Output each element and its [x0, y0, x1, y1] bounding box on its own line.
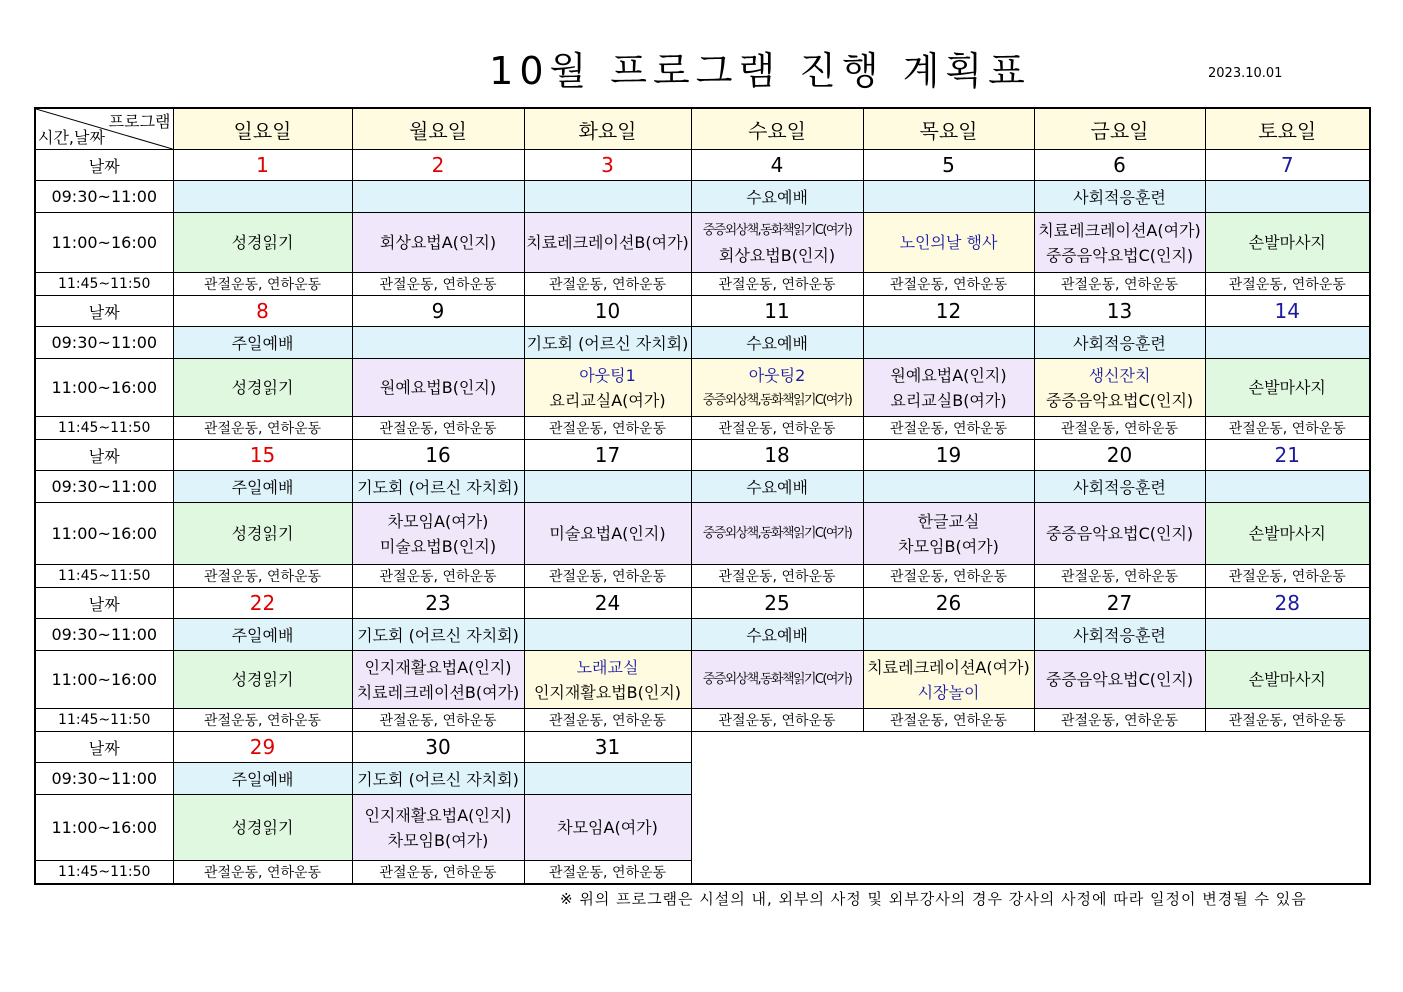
- morning-activity-cell: [863, 619, 1034, 651]
- row-label-afternoon: 11:00~16:00: [35, 651, 173, 709]
- weekday-mon: 월요일: [352, 108, 524, 150]
- morning-activity-cell: 사회적응훈련: [1034, 327, 1205, 359]
- morning-activity-cell: 수요예배: [691, 619, 863, 651]
- date-row: [35, 150, 1370, 181]
- row-label-date: 날짜: [35, 732, 173, 763]
- activity-line: 성경읽기: [231, 818, 294, 837]
- row-label-afternoon: 11:00~16:00: [35, 359, 173, 417]
- date-cell: 8: [173, 296, 352, 327]
- date-cell: 20: [1034, 440, 1205, 471]
- date-row: [35, 588, 1370, 619]
- activity-line: 손발마사지: [1248, 378, 1326, 397]
- weekday-sat: 토요일: [1205, 108, 1370, 150]
- date-cell: 6: [1034, 150, 1205, 181]
- morning-activity-cell: [524, 619, 691, 651]
- exercise-cell: 관절운동, 연하운동: [691, 709, 863, 732]
- date-row: [35, 732, 1370, 763]
- activity-line: 중증음악요법C(인지): [1045, 245, 1194, 265]
- afternoon-activity-cell: [173, 795, 352, 861]
- morning-row: [35, 327, 1370, 359]
- activity-line: 중증외상책,동화책읽기C(여가): [702, 526, 852, 541]
- exercise-cell: 관절운동, 연하운동: [691, 273, 863, 296]
- morning-activity-cell: [863, 181, 1034, 213]
- date-cell: 7: [1205, 150, 1370, 181]
- date-cell: 30: [352, 732, 524, 763]
- exercise-cell: 관절운동, 연하운동: [524, 861, 691, 885]
- afternoon-activity-cell: [173, 651, 352, 709]
- row-label-date: 날짜: [35, 150, 173, 181]
- date-row: [35, 440, 1370, 471]
- afternoon-row: [35, 651, 1370, 709]
- activity-line: 손발마사지: [1248, 233, 1326, 252]
- afternoon-activity-cell: [1034, 359, 1205, 417]
- date-cell: 12: [863, 296, 1034, 327]
- date-cell: 31: [524, 732, 691, 763]
- activity-line: 원예요법B(인지): [379, 378, 497, 397]
- row-label-date: 날짜: [35, 440, 173, 471]
- activity-line: 성경읽기: [231, 524, 294, 543]
- morning-activity-cell: [524, 471, 691, 503]
- morning-activity-cell: 기도회 (어르신 자치회): [352, 619, 524, 651]
- morning-activity-cell: 사회적응훈련: [1034, 619, 1205, 651]
- exercise-cell: 관절운동, 연하운동: [1034, 417, 1205, 440]
- morning-row: [35, 181, 1370, 213]
- date-cell: 10: [524, 296, 691, 327]
- activity-line: 중증외상책,동화책읽기C(여가): [702, 672, 852, 687]
- exercise-cell: 관절운동, 연하운동: [524, 273, 691, 296]
- weekday-fri: 금요일: [1034, 108, 1205, 150]
- date-cell: 26: [863, 588, 1034, 619]
- date-cell: 27: [1034, 588, 1205, 619]
- activity-line: 치료레크레이션A(여가): [1038, 220, 1201, 240]
- afternoon-activity-cell: [691, 213, 863, 273]
- exercise-cell: 관절운동, 연하운동: [352, 273, 524, 296]
- activity-line: 회상요법B(인지): [718, 245, 836, 265]
- weekday-tue: 화요일: [524, 108, 691, 150]
- exercise-cell: 관절운동, 연하운동: [352, 417, 524, 440]
- date-cell: 18: [691, 440, 863, 471]
- afternoon-activity-cell: [1205, 651, 1370, 709]
- exercise-cell: 관절운동, 연하운동: [352, 709, 524, 732]
- activity-line: 시장놀이: [917, 682, 980, 702]
- afternoon-activity-cell: [1205, 359, 1370, 417]
- exercise-cell: 관절운동, 연하운동: [173, 417, 352, 440]
- exercise-cell: 관절운동, 연하운동: [524, 709, 691, 732]
- activity-line: 차모임A(여가): [387, 511, 489, 531]
- exercise-cell: 관절운동, 연하운동: [1205, 273, 1370, 296]
- afternoon-activity-cell: [1034, 651, 1205, 709]
- row-label-exercise: 11:45~11:50: [35, 861, 173, 885]
- activity-line: 차모임B(여가): [898, 536, 999, 556]
- morning-activity-cell: 주일예배: [173, 763, 352, 795]
- weekday-sun: 일요일: [173, 108, 352, 150]
- morning-activity-cell: [173, 181, 352, 213]
- afternoon-activity-cell: [1034, 213, 1205, 273]
- corner-time-label: 시간,날짜: [38, 128, 105, 147]
- afternoon-row: [35, 503, 1370, 565]
- weekday-wed: 수요일: [691, 108, 863, 150]
- exercise-cell: 관절운동, 연하운동: [173, 861, 352, 885]
- morning-activity-cell: 기도회 (어르신 자치회): [352, 471, 524, 503]
- exercise-cell: 관절운동, 연하운동: [1034, 273, 1205, 296]
- exercise-row: [35, 417, 1370, 440]
- activity-line: 요리교실A(여가): [549, 390, 666, 410]
- row-label-morning: 09:30~11:00: [35, 327, 173, 359]
- activity-line: 손발마사지: [1248, 524, 1326, 543]
- morning-row: [35, 471, 1370, 503]
- activity-line: 요리교실B(여가): [890, 390, 1007, 410]
- exercise-cell: 관절운동, 연하운동: [173, 709, 352, 732]
- afternoon-activity-cell: [352, 651, 524, 709]
- date-cell: 5: [863, 150, 1034, 181]
- activity-line: 중증음악요법C(인지): [1045, 670, 1194, 689]
- activity-line: 중증외상책,동화책읽기C(여가): [702, 222, 852, 238]
- date-cell: 19: [863, 440, 1034, 471]
- date-row: [35, 296, 1370, 327]
- date-cell: 2: [352, 150, 524, 181]
- row-label-date: 날짜: [35, 588, 173, 619]
- activity-line: 인지재활요법A(인지): [364, 657, 512, 677]
- morning-activity-cell: 기도회 (어르신 자치회): [352, 763, 524, 795]
- afternoon-activity-cell: [691, 503, 863, 565]
- afternoon-activity-cell: [524, 359, 691, 417]
- exercise-cell: 관절운동, 연하운동: [863, 565, 1034, 588]
- morning-activity-cell: [524, 181, 691, 213]
- activity-line: 차모임A(여가): [557, 818, 658, 837]
- afternoon-row: [35, 213, 1370, 273]
- afternoon-activity-cell: [1205, 503, 1370, 565]
- morning-activity-cell: [524, 763, 691, 795]
- morning-activity-cell: [863, 327, 1034, 359]
- date-cell: 4: [691, 150, 863, 181]
- activity-line: 중증음악요법C(인지): [1045, 390, 1194, 410]
- afternoon-row: [35, 359, 1370, 417]
- exercise-cell: 관절운동, 연하운동: [173, 273, 352, 296]
- activity-line: 노인의날 행사: [899, 233, 998, 252]
- afternoon-activity-cell: [352, 359, 524, 417]
- exercise-cell: 관절운동, 연하운동: [691, 417, 863, 440]
- date-cell: 15: [173, 440, 352, 471]
- exercise-cell: 관절운동, 연하운동: [524, 565, 691, 588]
- morning-activity-cell: [352, 327, 524, 359]
- corner-program-label: 프로그램: [108, 112, 171, 131]
- row-label-morning: 09:30~11:00: [35, 471, 173, 503]
- afternoon-activity-cell: [352, 503, 524, 565]
- activity-line: 치료레크레이션B(여가): [356, 682, 520, 702]
- activity-line: 치료레크레이션A(여가): [867, 657, 1030, 677]
- activity-line: 노래교실: [576, 657, 639, 677]
- activity-line: 아웃팅1: [579, 365, 636, 385]
- morning-activity-cell: 주일예배: [173, 619, 352, 651]
- date-cell: 9: [352, 296, 524, 327]
- row-label-afternoon: 11:00~16:00: [35, 503, 173, 565]
- date-cell: 22: [173, 588, 352, 619]
- row-label-exercise: 11:45~11:50: [35, 709, 173, 732]
- row-label-morning: 09:30~11:00: [35, 619, 173, 651]
- row-label-exercise: 11:45~11:50: [35, 417, 173, 440]
- exercise-cell: 관절운동, 연하운동: [173, 565, 352, 588]
- weekday-header-row: [35, 108, 1370, 150]
- date-cell: 14: [1205, 296, 1370, 327]
- activity-line: 미술요법B(인지): [379, 536, 497, 556]
- row-label-exercise: 11:45~11:50: [35, 273, 173, 296]
- afternoon-activity-cell: [1205, 213, 1370, 273]
- activity-line: 한글교실: [917, 511, 980, 531]
- afternoon-activity-cell: [173, 213, 352, 273]
- afternoon-activity-cell: [863, 213, 1034, 273]
- activity-line: 인지재활요법B(인지): [533, 682, 682, 702]
- exercise-cell: 관절운동, 연하운동: [524, 417, 691, 440]
- activity-line: 성경읽기: [231, 378, 294, 397]
- afternoon-activity-cell: [863, 503, 1034, 565]
- afternoon-activity-cell: [352, 795, 524, 861]
- exercise-row: [35, 565, 1370, 588]
- morning-activity-cell: [1205, 327, 1370, 359]
- exercise-cell: 관절운동, 연하운동: [1034, 709, 1205, 732]
- exercise-cell: 관절운동, 연하운동: [1205, 417, 1370, 440]
- footnote: ※ 위의 프로그램은 시설의 내, 외부의 사정 및 외부강사의 경우 강사의 사정에 따라 일정이 변경될 수 있음: [560, 890, 1307, 908]
- afternoon-activity-cell: [863, 651, 1034, 709]
- afternoon-activity-cell: [691, 651, 863, 709]
- row-label-date: 날짜: [35, 296, 173, 327]
- activity-line: 중증음악요법C(인지): [1045, 524, 1194, 543]
- afternoon-activity-cell: [524, 213, 691, 273]
- morning-activity-cell: [1205, 471, 1370, 503]
- morning-activity-cell: 수요예배: [691, 471, 863, 503]
- activity-line: 회상요법A(인지): [379, 233, 497, 252]
- weekday-thu: 목요일: [863, 108, 1034, 150]
- date-cell: 13: [1034, 296, 1205, 327]
- afternoon-activity-cell: [352, 213, 524, 273]
- document-date: 2023.10.01: [1208, 66, 1283, 81]
- date-cell: 21: [1205, 440, 1370, 471]
- date-cell: 16: [352, 440, 524, 471]
- exercise-row: [35, 709, 1370, 732]
- morning-activity-cell: [863, 471, 1034, 503]
- activity-line: 미술요법A(인지): [549, 524, 666, 543]
- activity-line: 인지재활요법A(인지): [364, 805, 512, 825]
- afternoon-activity-cell: [173, 359, 352, 417]
- date-cell: 1: [173, 150, 352, 181]
- date-cell: 17: [524, 440, 691, 471]
- afternoon-activity-cell: [524, 795, 691, 861]
- row-label-morning: 09:30~11:00: [35, 763, 173, 795]
- morning-activity-cell: [1205, 181, 1370, 213]
- row-label-afternoon: 11:00~16:00: [35, 213, 173, 273]
- morning-activity-cell: 사회적응훈련: [1034, 181, 1205, 213]
- exercise-cell: 관절운동, 연하운동: [1205, 709, 1370, 732]
- row-label-exercise: 11:45~11:50: [35, 565, 173, 588]
- date-cell: 3: [524, 150, 691, 181]
- date-cell: 28: [1205, 588, 1370, 619]
- date-cell: 29: [173, 732, 352, 763]
- morning-activity-cell: 기도회 (어르신 자치회): [524, 327, 691, 359]
- exercise-cell: 관절운동, 연하운동: [691, 565, 863, 588]
- activity-line: 손발마사지: [1248, 670, 1326, 689]
- row-label-morning: 09:30~11:00: [35, 181, 173, 213]
- date-cell: 25: [691, 588, 863, 619]
- activity-line: 원예요법A(인지): [890, 365, 1007, 385]
- empty-cell: [691, 732, 1370, 885]
- morning-activity-cell: 사회적응훈련: [1034, 471, 1205, 503]
- corner-cell: [35, 108, 173, 150]
- exercise-cell: 관절운동, 연하운동: [1034, 565, 1205, 588]
- date-cell: 11: [691, 296, 863, 327]
- exercise-cell: 관절운동, 연하운동: [352, 565, 524, 588]
- morning-activity-cell: 수요예배: [691, 181, 863, 213]
- morning-activity-cell: [352, 181, 524, 213]
- exercise-cell: 관절운동, 연하운동: [352, 861, 524, 885]
- exercise-cell: 관절운동, 연하운동: [863, 417, 1034, 440]
- exercise-row: [35, 273, 1370, 296]
- activity-line: 성경읽기: [231, 670, 294, 689]
- afternoon-activity-cell: [863, 359, 1034, 417]
- afternoon-activity-cell: [524, 503, 691, 565]
- afternoon-activity-cell: [173, 503, 352, 565]
- date-cell: 24: [524, 588, 691, 619]
- exercise-cell: 관절운동, 연하운동: [1205, 565, 1370, 588]
- activity-line: 치료레크레이션B(여가): [526, 233, 689, 252]
- activity-line: 생신잔치: [1088, 365, 1151, 385]
- afternoon-activity-cell: [1034, 503, 1205, 565]
- schedule-table: [34, 107, 1371, 885]
- date-cell: 23: [352, 588, 524, 619]
- activity-line: 차모임B(여가): [387, 830, 489, 850]
- row-label-afternoon: 11:00~16:00: [35, 795, 173, 861]
- exercise-cell: 관절운동, 연하운동: [863, 273, 1034, 296]
- activity-line: 아웃팅2: [748, 365, 806, 385]
- morning-activity-cell: 수요예배: [691, 327, 863, 359]
- activity-line: 성경읽기: [231, 233, 294, 252]
- afternoon-activity-cell: [691, 359, 863, 417]
- morning-row: [35, 619, 1370, 651]
- activity-line: 중증외상책,동화책읽기C(여가): [702, 392, 852, 408]
- afternoon-activity-cell: [524, 651, 691, 709]
- morning-activity-cell: 주일예배: [173, 471, 352, 503]
- morning-activity-cell: 주일예배: [173, 327, 352, 359]
- exercise-cell: 관절운동, 연하운동: [863, 709, 1034, 732]
- page-title: 10월 프로그램 진행 계획표: [489, 49, 1031, 93]
- morning-activity-cell: [1205, 619, 1370, 651]
